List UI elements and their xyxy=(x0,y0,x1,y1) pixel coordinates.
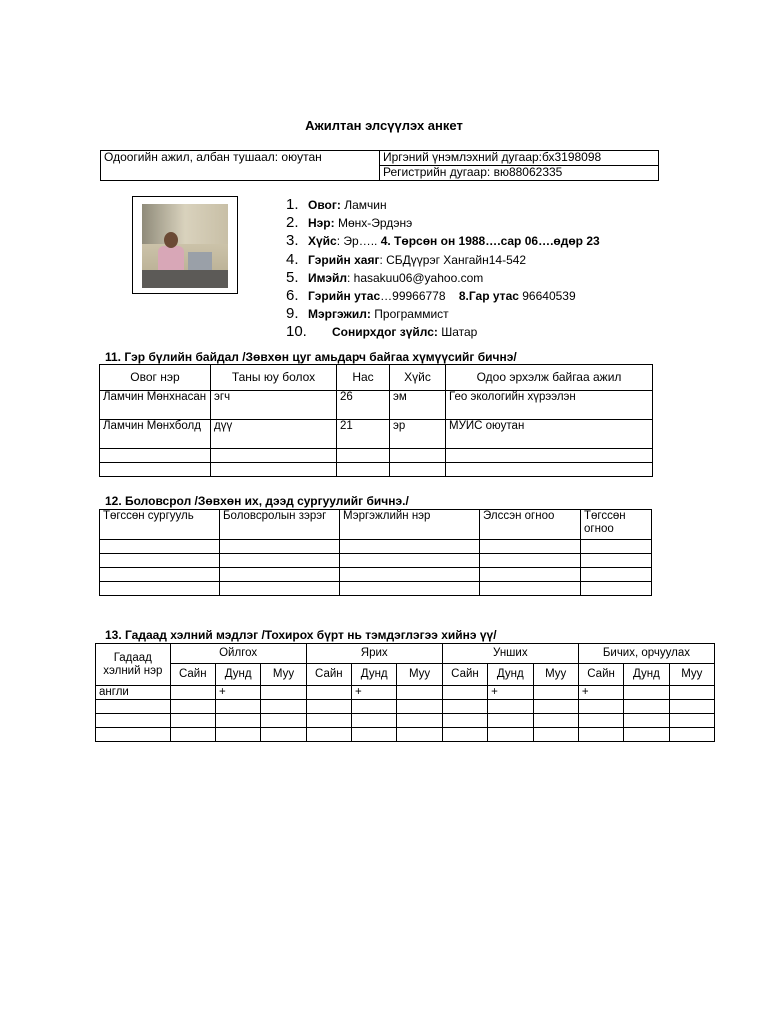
lang-group-speak: Ярих xyxy=(306,644,442,664)
edu-col-profession: Мэргэжлийн нэр xyxy=(340,510,480,540)
table-row xyxy=(100,449,653,463)
mark-cell: + xyxy=(578,686,623,700)
cell: Гео экологийн хүрээлэн xyxy=(446,391,653,420)
mark-cell: + xyxy=(352,686,397,700)
table-row xyxy=(100,540,652,554)
edu-col-graduated: Төгссөн огноо xyxy=(581,510,652,540)
personal-info xyxy=(286,196,600,342)
cell: эр xyxy=(390,420,446,449)
languages-heading: 13. Гадаад хэлний мэдлэг /Тохирох бүрт нь тэмдэглэгээ хийнэ үү/ xyxy=(105,628,497,642)
cell: дүү xyxy=(211,420,337,449)
table-row xyxy=(100,391,653,420)
info-row-address: 4. Гэрийн хаяг: СБДүүрэг Хангайн14-542 xyxy=(286,250,527,268)
family-table xyxy=(99,364,653,477)
cell: эм xyxy=(390,391,446,420)
cell: 26 xyxy=(337,391,390,420)
applicant-photo xyxy=(142,204,228,288)
lang-col-name: Гадаад хэлний нэр xyxy=(96,644,171,686)
table-row xyxy=(100,463,653,477)
cell: Ламчин Мөнхнасан xyxy=(100,391,211,420)
table-row xyxy=(100,420,653,449)
table-row xyxy=(96,728,715,742)
family-col-job: Одоо эрхэлж байгаа ажил xyxy=(446,365,653,391)
cell: 21 xyxy=(337,420,390,449)
level-header: Муу xyxy=(669,664,714,686)
table-row xyxy=(100,582,652,596)
level-header: Дунд xyxy=(215,664,260,686)
level-header: Муу xyxy=(261,664,306,686)
mark-cell: + xyxy=(488,686,533,700)
level-header: Сайн xyxy=(442,664,487,686)
photo-frame xyxy=(132,196,238,294)
level-header: Дунд xyxy=(352,664,397,686)
table-row xyxy=(100,554,652,568)
family-col-relation: Таны юу болох xyxy=(211,365,337,391)
level-header: Сайн xyxy=(578,664,623,686)
register-cell: Регистрийн дугаар: вю88062335 xyxy=(380,166,659,181)
table-row xyxy=(100,568,652,582)
family-col-name: Овог нэр xyxy=(100,365,211,391)
family-heading: 11. Гэр бүлийн байдал /Зөвхөн цуг амьдарч байгаа хүмүүсийг бичнэ/ xyxy=(105,350,517,364)
level-header: Дунд xyxy=(488,664,533,686)
id-card-cell: Иргэний үнэмлэхний дугаар:бх3198098 xyxy=(380,151,659,166)
info-row-surname: 1. Овог: Ламчин xyxy=(286,196,387,213)
info-row-profession: 9. Мэргэжил: Программист xyxy=(286,305,449,323)
level-header: Муу xyxy=(533,664,578,686)
family-col-age: Нас xyxy=(337,365,390,391)
lang-group-write: Бичих, орчуулах xyxy=(578,644,714,664)
current-job-cell: Одоогийн ажил, албан тушаал: оюутан xyxy=(101,151,380,181)
cell: МУИС оюутан xyxy=(446,420,653,449)
edu-col-degree: Боловсролын зэрэг xyxy=(220,510,340,540)
page-title: Ажилтан элсүүлэх анкет xyxy=(305,118,463,133)
cell: Ламчин Мөнхболд xyxy=(100,420,211,449)
mark-cell: + xyxy=(215,686,260,700)
table-row xyxy=(96,686,715,700)
info-row-hobbies: 10. Сонирхдог зүйлс: Шатар xyxy=(286,323,478,341)
education-heading: 12. Боловсрол /Зөвхөн их, дээд сургуулийг бичнэ./ xyxy=(105,494,409,508)
table-row xyxy=(96,700,715,714)
lang-group-read: Унших xyxy=(442,644,578,664)
edu-col-school: Төгссөн сургууль xyxy=(100,510,220,540)
lang-group-understand: Ойлгох xyxy=(170,644,306,664)
info-row-email: 5. Имэйл: hasakuu06@yahoo.com xyxy=(286,268,484,286)
info-row-name: 2. Нэр: Мөнх-Эрдэнэ xyxy=(286,214,413,232)
table-row xyxy=(96,714,715,728)
info-row-phone: 6. Гэрийн утас…99966778 8.Гар утас 96640539 xyxy=(286,287,576,305)
family-col-gender: Хүйс xyxy=(390,365,446,391)
level-header: Дунд xyxy=(624,664,669,686)
level-header: Сайн xyxy=(306,664,351,686)
cell: эгч xyxy=(211,391,337,420)
languages-table xyxy=(95,643,715,742)
edu-col-enrolled: Элссэн огноо xyxy=(480,510,581,540)
info-row-gender-birth: 3. Хүйс: Эр….. 4. Төрсөн он 1988….сар 06….өдөр 23 xyxy=(286,232,600,250)
header-table xyxy=(100,150,659,181)
level-header: Сайн xyxy=(170,664,215,686)
level-header: Муу xyxy=(397,664,442,686)
education-table xyxy=(99,509,652,596)
lang-name-cell: англи xyxy=(96,686,171,700)
